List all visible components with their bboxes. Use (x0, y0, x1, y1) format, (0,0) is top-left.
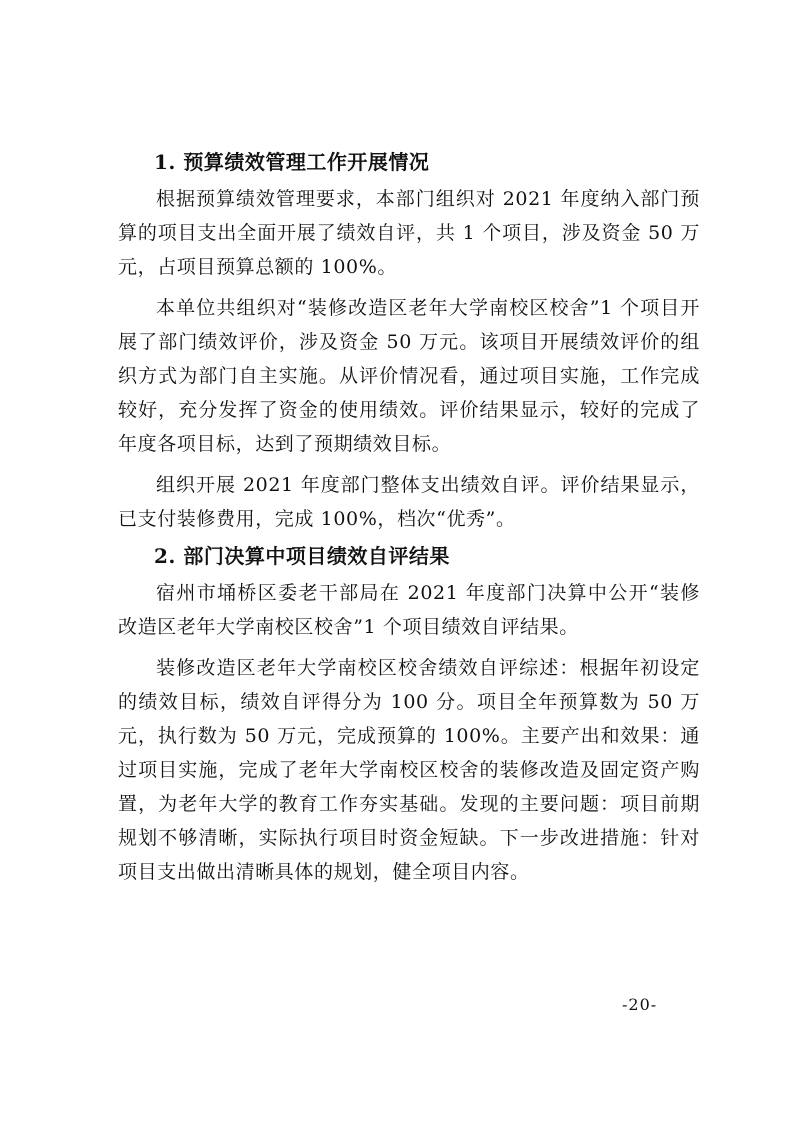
document-body (118, 142, 700, 889)
body-paragraph: 装修改造区老年大学南校区校舍绩效自评综述：根据年初设定的绩效目标，绩效自评得分为 100 分。项目全年预算数为 50 万元，执行数为 50 万元，完成预算的 100%。主要产出和效果：通过项目实施，完成了老年大学南校区校舍的装修改造及固定资产购置，为老年大学的教育工作夯实基础。发现的主要问题：项目前期规划不够清晰，实际执行项目时资金短缺。下一步改进措施：针对项目支出做出清晰具体的规划，健全项目内容。 (118, 657, 700, 883)
section-budget-performance-management (118, 142, 700, 536)
body-paragraph: 根据预算绩效管理要求，本部门组织对 2021 年度纳入部门预算的项目支出全面开展了绩效自评，共 1 个项目，涉及资金 50 万元，占项目预算总额的 100%。 (118, 188, 700, 278)
paragraph-gap (118, 644, 700, 651)
section-heading: 2. 部门决算中项目绩效自评结果 (154, 544, 450, 568)
section-heading: 1. 预算绩效管理工作开展情况 (154, 150, 430, 174)
paragraph-gap (118, 461, 700, 468)
page-number: -20- (622, 995, 658, 1014)
section-project-self-evaluation-results (118, 536, 700, 889)
body-paragraph: 宿州市埇桥区委老干部局在 2021 年度部门决算中公开“装修改造区老年大学南校区校舍”1 个项目绩效自评结果。 (118, 582, 700, 638)
body-paragraph: 本单位共组织对“装修改造区老年大学南校区校舍”1 个项目开展了部门绩效评价，涉及资金 50 万元。该项目开展绩效评价的组织方式为部门自主实施。从评价情况看，通过项目实施，工作完成较好，充分发挥了资金的使用绩效。评价结果显示，较好的完成了年度各项目标，达到了预期绩效目标。 (118, 297, 700, 455)
paragraph-gap (118, 284, 700, 291)
body-paragraph: 组织开展 2021 年度部门整体支出绩效自评。评价结果显示，已支付装修费用，完成 100%，档次“优秀”。 (118, 474, 700, 530)
